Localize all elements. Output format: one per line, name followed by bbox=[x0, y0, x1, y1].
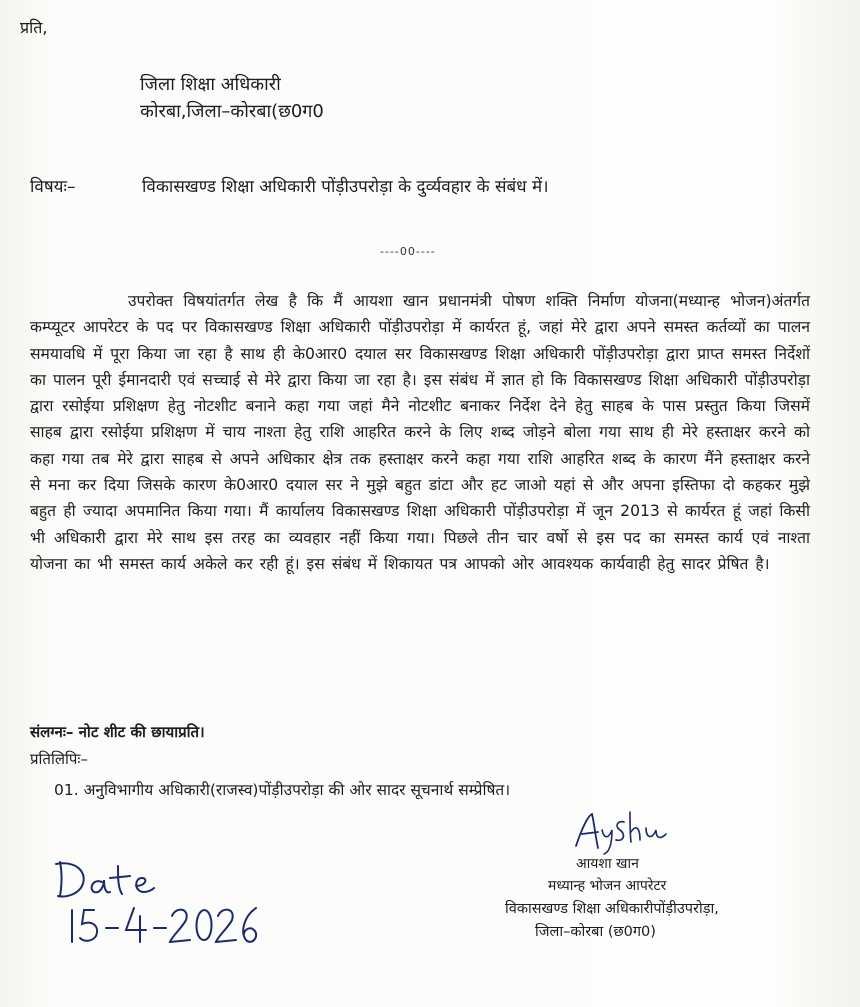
sender-office: विकासखण्ड शिक्षा अधिकारीपोंड़ीउपरोड़ा, bbox=[505, 901, 719, 917]
enclosure-note: संलग्नः– नोट शीट की छायाप्रति। bbox=[30, 723, 205, 741]
sender-post: मध्यान्ह भोजन आपरेटर bbox=[548, 878, 667, 894]
to-label: प्रति, bbox=[20, 18, 48, 37]
cc-item: 01. अनुविभागीय अधिकारी(राजस्व)पोंड़ीउपरोड़ा की ओर सादर सूचनार्थ सम्प्रेषित। bbox=[54, 781, 511, 799]
addressee-line-1: जिला शिक्षा अधिकारी bbox=[140, 74, 281, 95]
subject-text: विकासखण्ड शिक्षा अधिकारी पोंड़ीउपरोड़ा के दुर्व्यवहार के संबंध में। bbox=[142, 177, 549, 197]
subject-label: विषयः– bbox=[30, 177, 76, 197]
cc-label: प्रतिलिपिः– bbox=[30, 750, 88, 768]
handwritten-date-value bbox=[62, 902, 262, 950]
section-divider: ----00---- bbox=[380, 245, 436, 258]
handwritten-signature bbox=[568, 808, 678, 858]
sender-name: आयशा खान bbox=[576, 856, 639, 872]
sender-place: जिला–कोरबा (छ0ग0) bbox=[535, 924, 656, 940]
letter-body: उपरोक्त विषयांतर्गत लेख है कि मैं आयशा खान प्रधानमंत्री पोषण शक्ति निर्माण योजना(मध्यान्ह भोजन)अंतर्गत कम्प्यूटर आपरेटर के पद पर विकासखण्ड शिक्षा अधिकारी पोंड़ीउपरोड़ा में कार्यरत हूं, जहां मेरे द्वारा अपने समस्त कर्तव्यों का पालन समयावधि में पूरा किया जा रहा है साथ ही के0आर0 दयाल सर विकासखण्ड शिक्षा अधिकारी पोंड़ीउपरोड़ा द्वारा प्राप्त समस्त निर्देशों का पालन पूरी ईमानदारी एवं सच्चाई से मेरे द्वारा किया जा रहा है। इस संबंध में ज्ञात हो कि विकासखण्ड शिक्षा अधिकारी पोंड़ीउपरोड़ा द्वारा रसोईया प्रशिक्षण हेतु नोटशीट बनाने कहा गया जहां मैने नोटशीट बनाकर निर्देश देने हेतु साहब के पास प्रस्तुत किया जिसमें साहब द्वारा रसोईया प्रशिक्षण में चाय नाश्ता हेतु राशि आहरित करने के लिए शब्द जोड़ने बोला गया साथ ही मेरे हस्ताक्षर करने को कहा गया तब मेरे द्वारा साहब से अपने अधिकार क्षेत्र तक हस्ताक्षर करने कहा गया राशि आहरित शब्द के कारण मैंने हस्ताक्षर करने से मना कर दिया जिसके कारण के0आर0 दयाल सर ने मुझे बहुत डांटा और हट जाओ यहां से और अपना इस्तिफा दो कहकर मुझे बहुत ही ज्यादा अपमानित किया गया। मैं कार्यालय विकासखण्ड शिक्षा अधिकारी पोंड़ीउपरोड़ा में जून 2013 से कार्यरत हूं जहां किसी भी अधिकारी द्वारा मेरे साथ इस तरह का व्यवहार नहीं किया गया। पिछले तीन चार वर्षो से इस पद का समस्त कार्य एवं नाश्ता योजना का भी समस्त कार्य अकेले कर रही हूं। इस संबंध में शिकायत पत्र आपको ओर आवश्यक कार्यवाही हेतु सादर प्रेषित है। bbox=[30, 292, 810, 573]
addressee-line-2: कोरबा,जिला–कोरबा(छ0ग0 bbox=[140, 101, 324, 122]
handwritten-date-label bbox=[52, 858, 162, 902]
